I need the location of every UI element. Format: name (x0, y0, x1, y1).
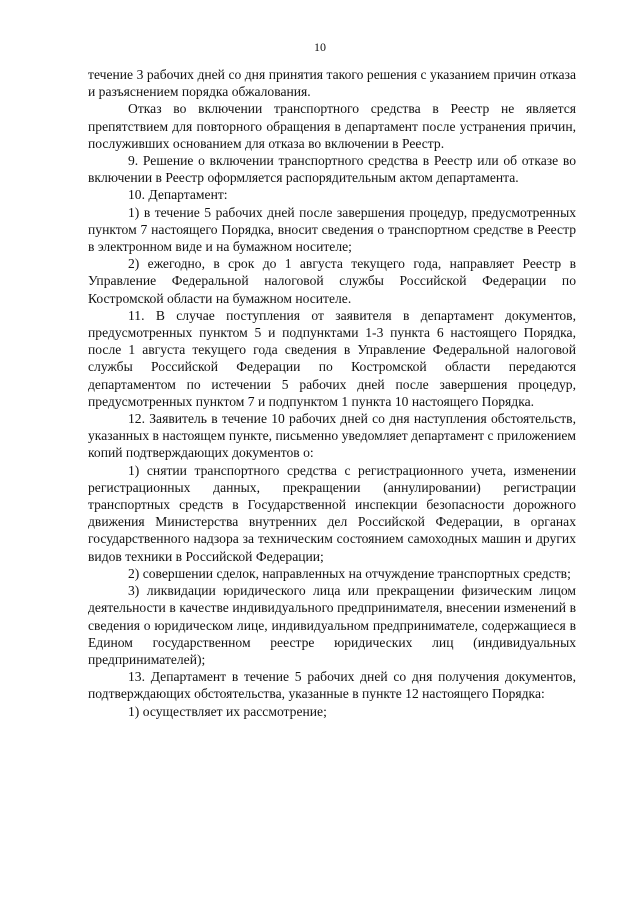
paragraph-item-12-3: 3) ликвидации юридического лица или прекращении физическим лицом деятельности в качестве индивидуального предпринимателя, внесении изменений в сведения о юридическом лице, индивидуальном предпринимателе, содержащиеся в Едином государственном реестре юридических лиц (индивидуальных предпринимателей); (88, 583, 576, 667)
document-body (88, 66, 576, 720)
paragraph-item-12-1: 1) снятии транспортного средства с регистрационного учета, изменении регистрационных данных, прекращении (аннулировании) регистрации транспортных средств в Государственной инспекции безопасности дорожного движения Министерства внутренних дел Российской Федерации, в органах государственного надзора за техническим состоянием самоходных машин и других видов техники в Российской Федерации; (88, 462, 576, 564)
paragraph-item-10-2: 2) ежегодно, в срок до 1 августа текущего года, направляет Реестр в Управление Федеральной налоговой службы Российской Федерации по Костромской области на бумажном носителе. (88, 256, 576, 306)
paragraph-item-11: 11. В случае поступления от заявителя в департамент документов, предусмотренных пунктом 5 и подпунктами 1-3 пункта 6 настоящего Порядка, после 1 августа текущего года сведения в Управление Федеральной налоговой службы Российской Федерации по Костромской области передаются департаментом по истечении 5 рабочих дней после завершения процедур, предусмотренных пунктом 7 и подпунктом 1 пункта 10 настоящего Порядка. (88, 307, 576, 409)
paragraph-item-12: 12. Заявитель в течение 10 рабочих дней со дня наступления обстоятельств, указанных в настоящем пункте, письменно уведомляет департамент с приложением копий подтверждающих документов о: (88, 411, 576, 461)
paragraph-item-9: 9. Решение о включении транспортного средства в Реестр или об отказе во включении в Реестр оформляется распорядительным актом департамента. (88, 153, 576, 186)
paragraph-item-12-2: 2) совершении сделок, направленных на отчуждение транспортных средств; (128, 565, 571, 581)
page-number: 10 (314, 40, 326, 54)
paragraph-item-13-1: 1) осуществляет их рассмотрение; (128, 703, 327, 719)
paragraph-item-10: 10. Департамент: (128, 187, 228, 203)
paragraph-item-13: 13. Департамент в течение 5 рабочих дней со дня получения документов, подтверждающих обстоятельства, указанные в пункте 12 настоящего Порядка: (88, 669, 576, 702)
paragraph-refusal-note: Отказ во включении транспортного средства в Реестр не является препятствием для повторного обращения в департамент после устранения причин, послуживших основанием для отказа во включении в Реестр. (88, 101, 576, 151)
paragraph-item-10-1: 1) в течение 5 рабочих дней после завершения процедур, предусмотренных пунктом 7 настоящего Порядка, вносит сведения о транспортном средстве в Реестр в электронном виде и на бумажном носителе; (88, 204, 576, 255)
paragraph-continuation: течение 3 рабочих дней со дня принятия такого решения с указанием причин отказа и разъяснением порядка обжалования. (88, 67, 576, 100)
